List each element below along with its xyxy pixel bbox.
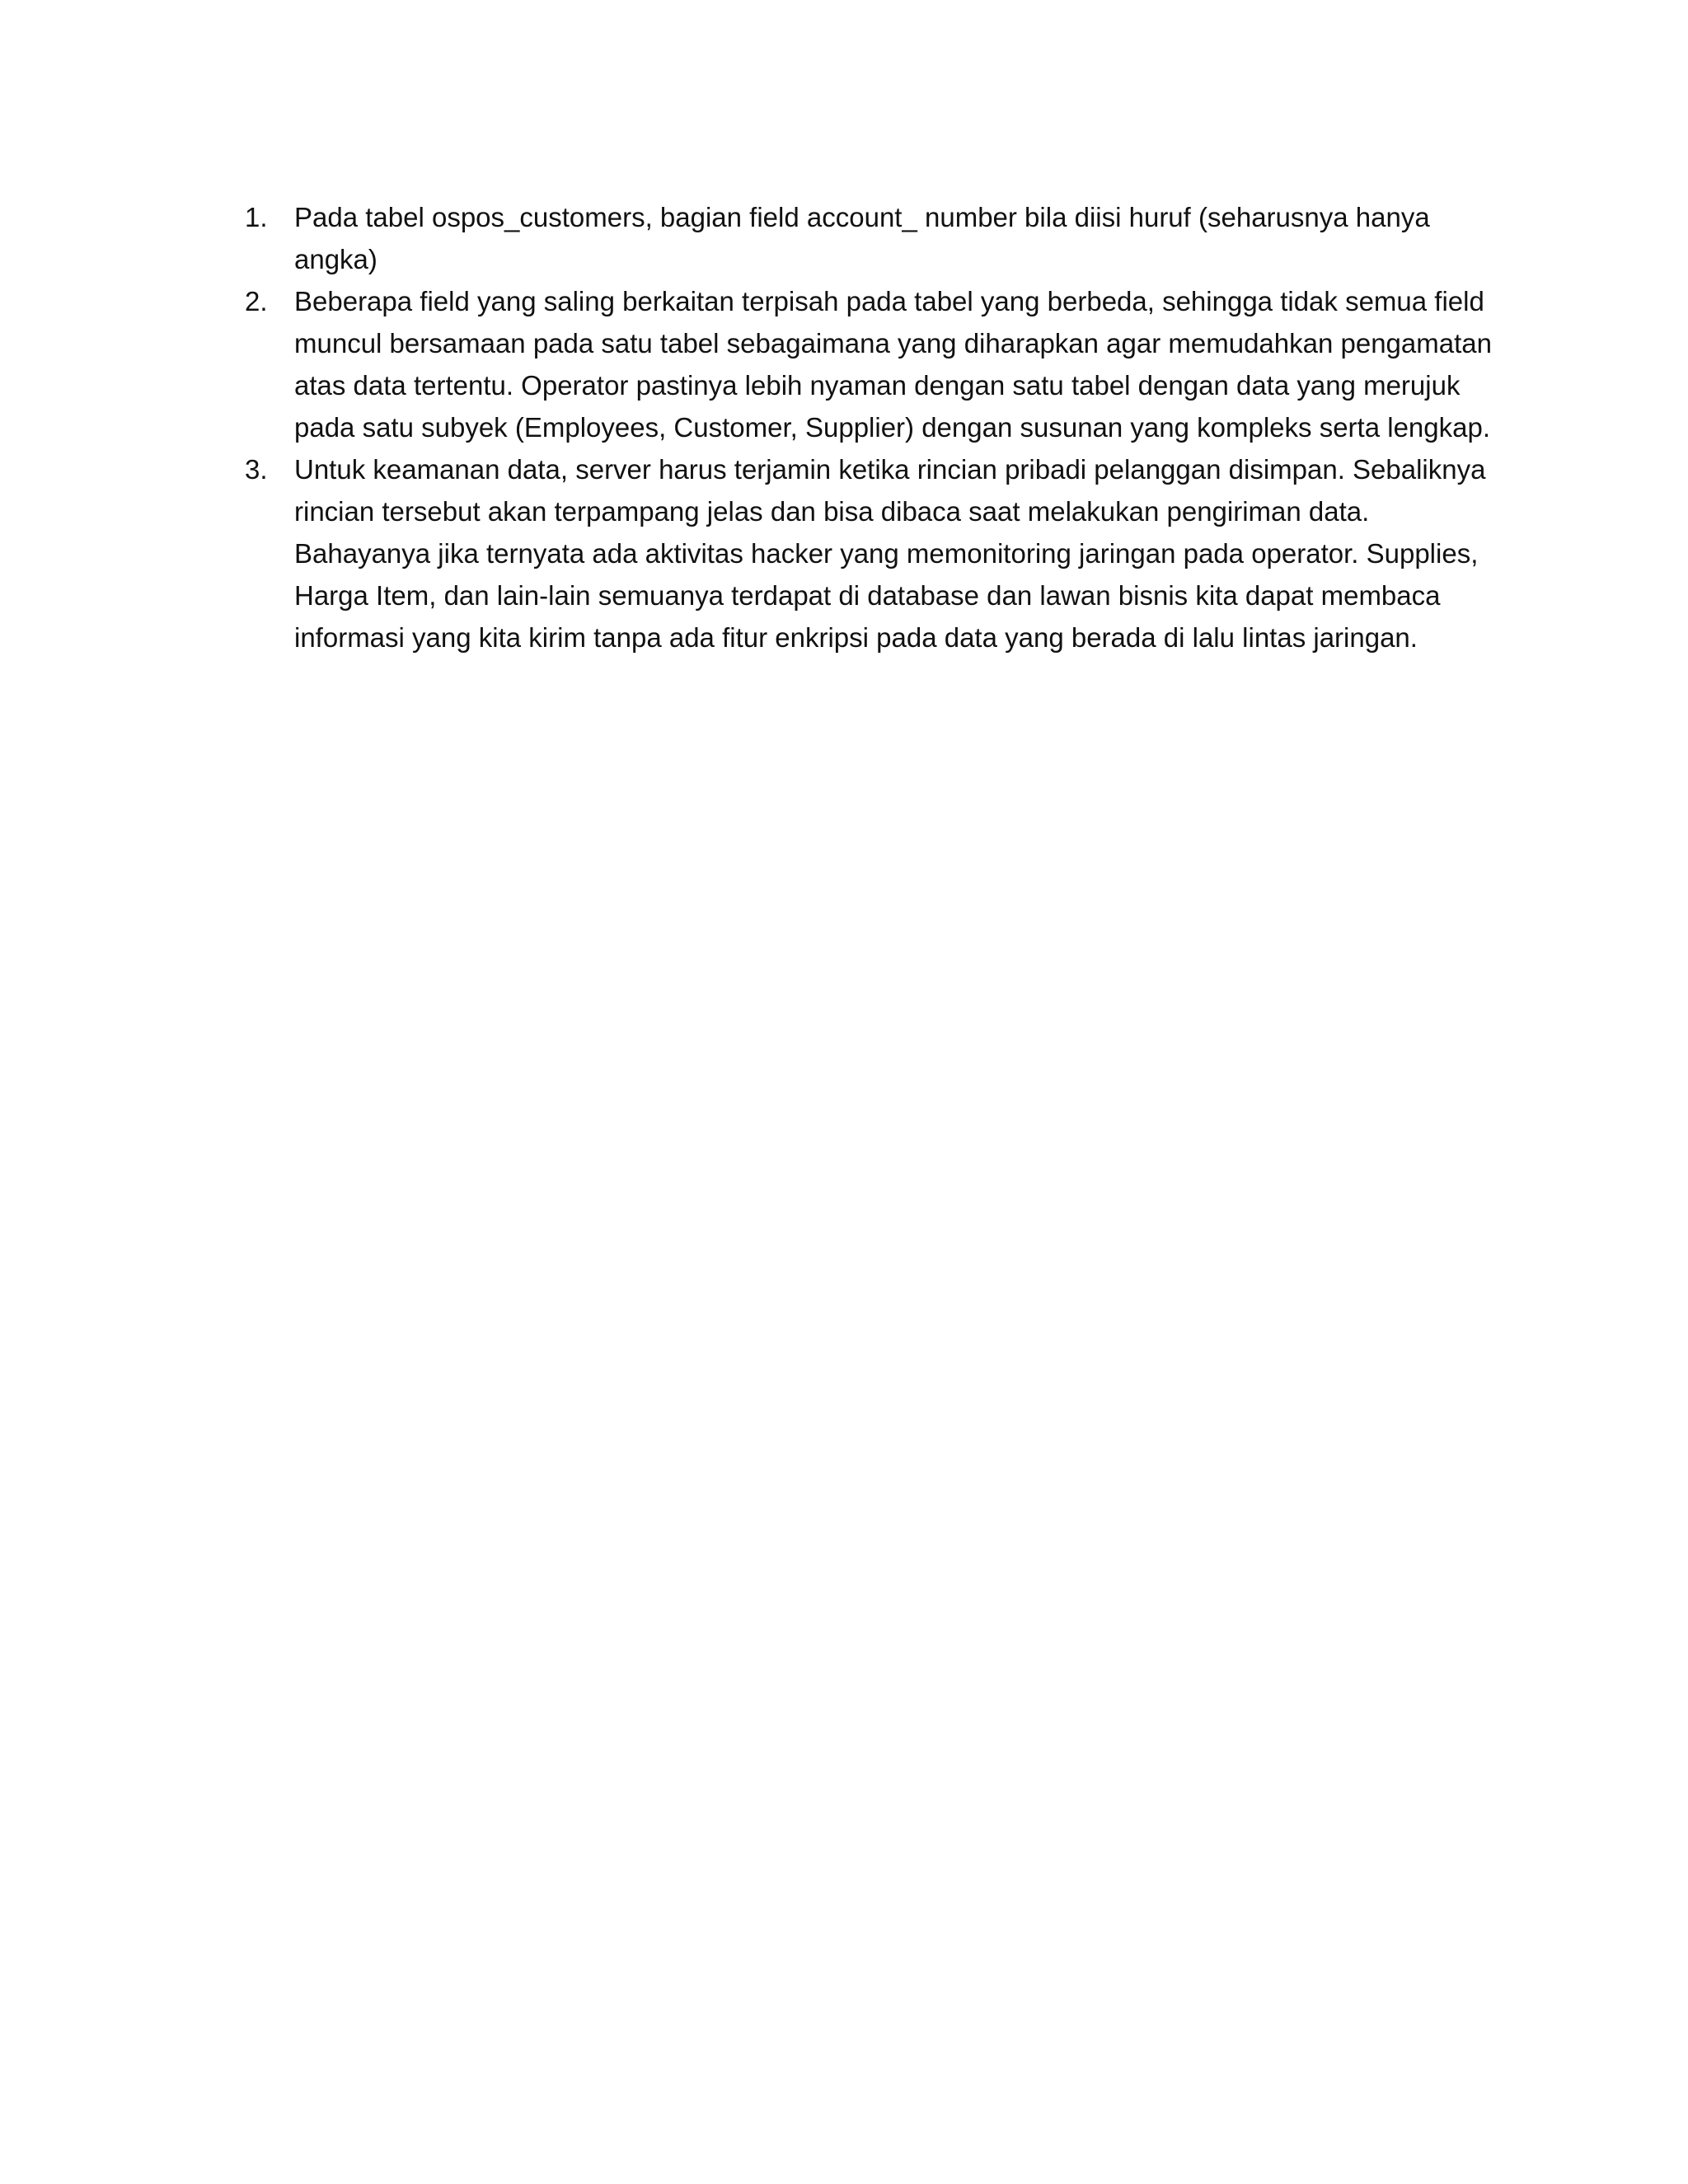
list-item-text: Untuk keamanan data, server harus terjamin ketika rincian pribadi pelanggan disimpan. Sebaliknya rincian tersebut akan terpampang jelas dan bisa dibaca saat melakukan pengiriman data. Bahayanya jika ternyata ada aktivitas hacker yang memonitoring jaringan pada operator. Supplies, Harga Item, dan lain-lain semuanya terdapat di database dan lawan bisnis kita dapat membaca informasi yang kita kirim tanpa ada fitur enkripsi pada data yang berada di lalu lintas jaringan. <box>294 454 1486 653</box>
list-item-text: Pada tabel ospos_customers, bagian field account_ number bila diisi huruf (seharusnya hanya angka) <box>294 202 1430 274</box>
list-item-number: 3. <box>245 454 268 485</box>
list-item-number: 1. <box>245 202 268 232</box>
list-item <box>239 448 1492 658</box>
list-item <box>239 280 1492 448</box>
list-item <box>239 196 1492 280</box>
list-item-number: 2. <box>245 286 268 316</box>
numbered-list <box>239 196 1492 658</box>
list-item-text: Beberapa field yang saling berkaitan terpisah pada tabel yang berbeda, sehingga tidak semua field muncul bersamaan pada satu tabel sebagaimana yang diharapkan agar memudahkan pengamatan atas data tertentu. Operator pastinya lebih nyaman dengan satu tabel dengan data yang merujuk pada satu subyek (Employees, Customer, Supplier) dengan susunan yang kompleks serta lengkap. <box>294 286 1492 443</box>
